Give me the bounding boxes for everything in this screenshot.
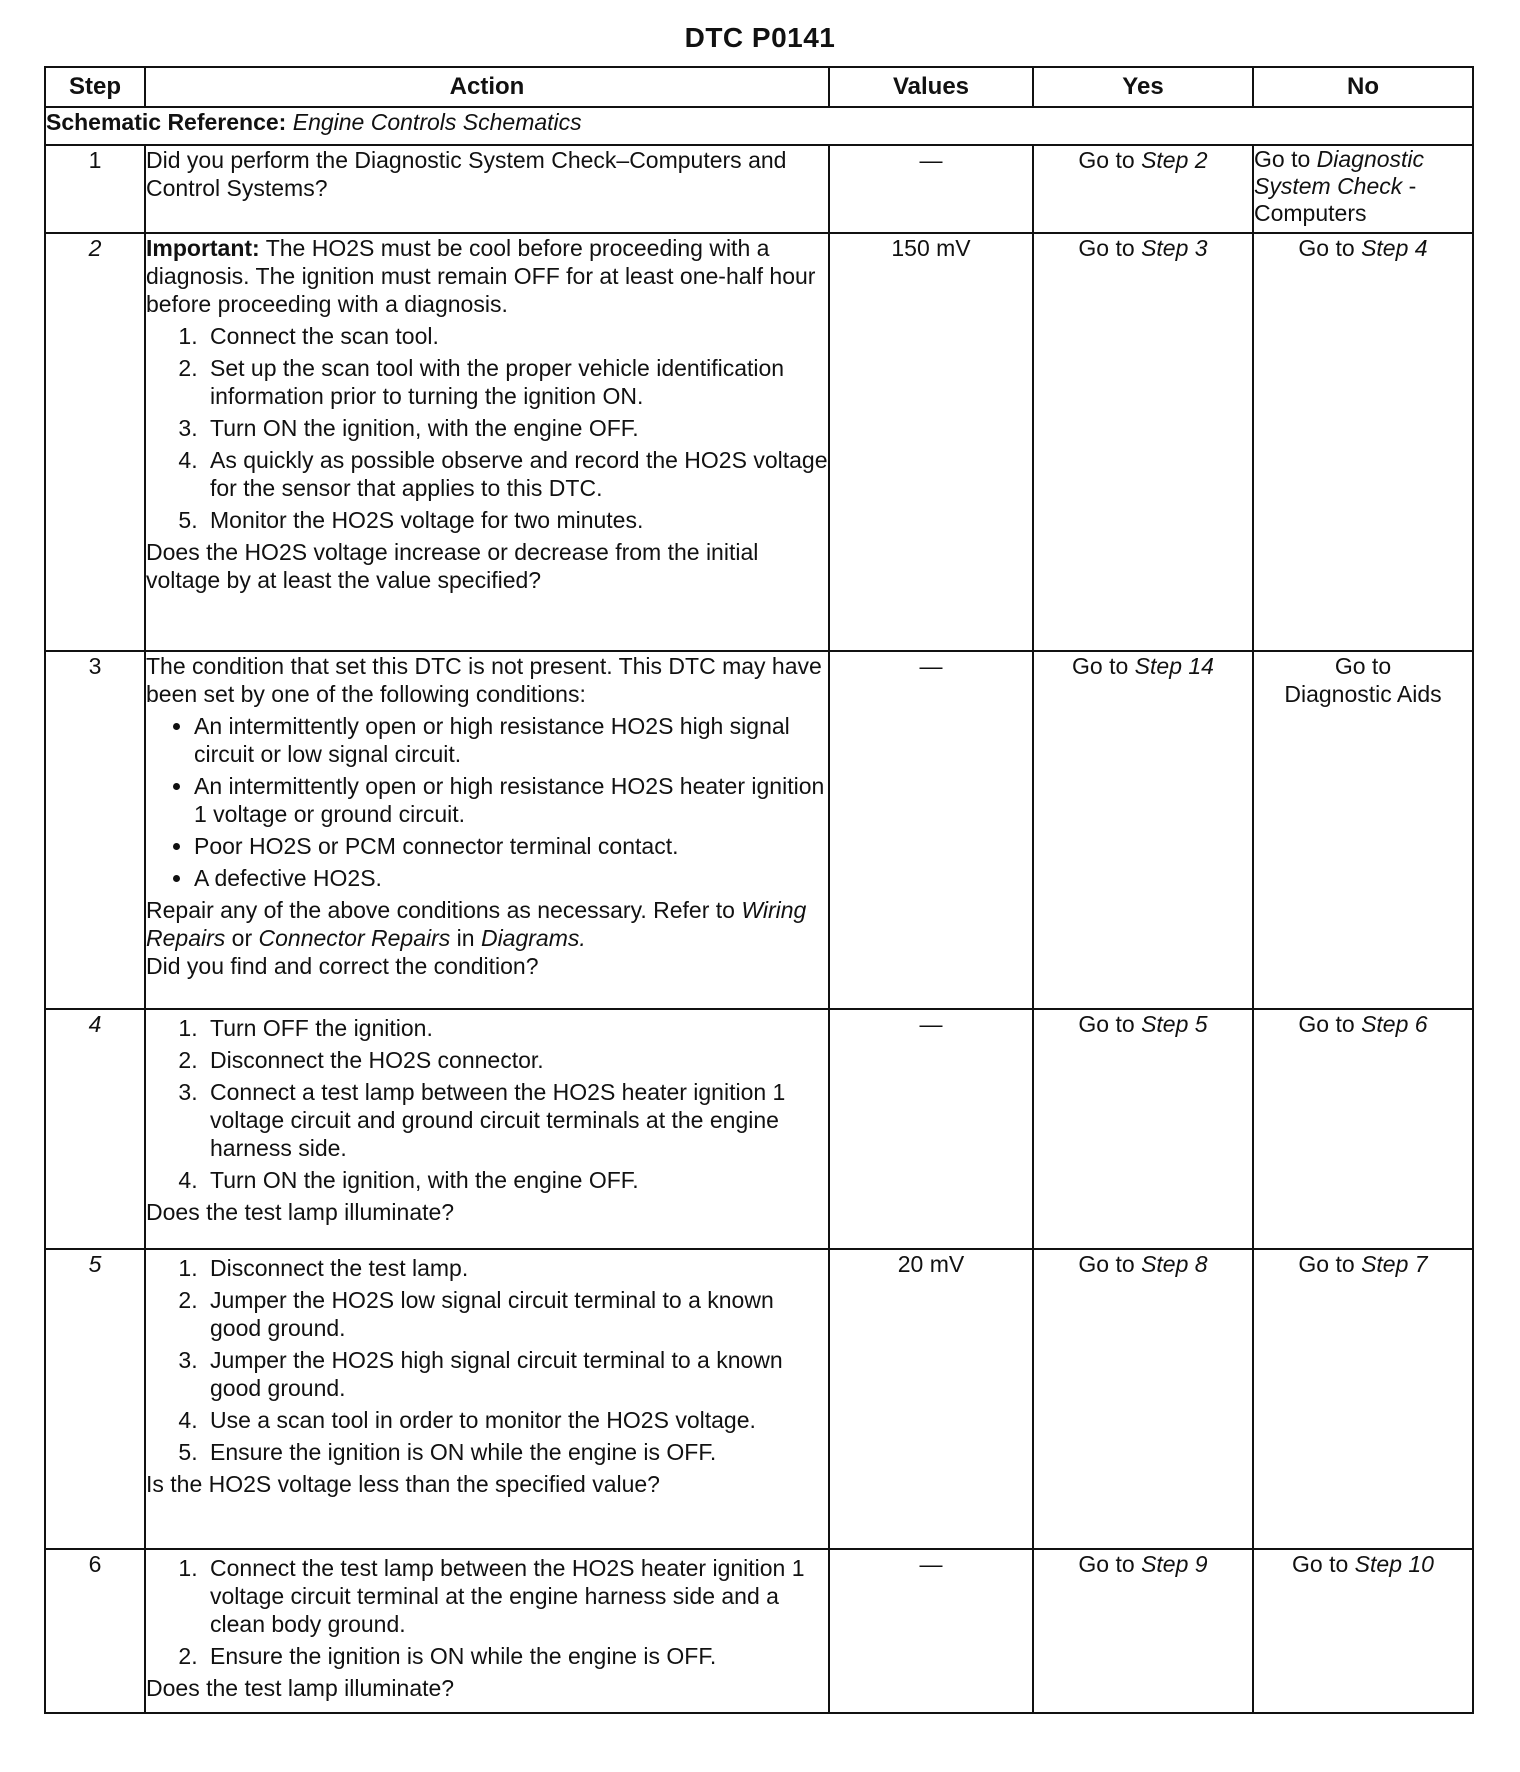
or-text: or xyxy=(231,925,253,951)
instruction-list xyxy=(146,322,828,534)
action-cell xyxy=(145,1249,829,1549)
value-cell: — xyxy=(829,1009,1033,1249)
action-cell xyxy=(145,651,829,1009)
instruction-list xyxy=(146,1014,828,1194)
step-number: 5 xyxy=(45,1249,145,1549)
no-cell[interactable] xyxy=(1253,145,1473,233)
question-text: Did you perform the Diagnostic System Check–Computers and Control Systems? xyxy=(146,147,787,201)
no-cell[interactable] xyxy=(1253,233,1473,651)
go-to-label: Go to xyxy=(1298,1251,1355,1277)
no-target[interactable]: Step 10 xyxy=(1354,1551,1434,1577)
go-to-label: Go to xyxy=(1298,235,1355,261)
list-item: 5. Monitor the HO2S voltage for two minutes. xyxy=(204,506,828,534)
no-target-suffix: - Computers xyxy=(1254,173,1417,226)
no-cell[interactable] xyxy=(1253,651,1473,1009)
yes-cell[interactable] xyxy=(1033,145,1253,233)
connector-repairs-link[interactable]: Connector Repairs xyxy=(258,925,451,951)
value-cell: 150 mV xyxy=(829,233,1033,651)
list-item: 2. Disconnect the HO2S connector. xyxy=(204,1046,828,1074)
table-row-step-1 xyxy=(45,145,1473,233)
step-number: 6 xyxy=(45,1549,145,1713)
important-note xyxy=(146,234,828,318)
step-number: 4 xyxy=(45,1009,145,1249)
action-cell xyxy=(145,1009,829,1249)
page-title: DTC P0141 xyxy=(684,22,836,53)
table-row-step-2 xyxy=(45,233,1473,651)
list-item: 2. Ensure the ignition is ON while the engine is OFF. xyxy=(204,1642,828,1670)
repair-note xyxy=(146,896,828,952)
list-item: • A defective HO2S. xyxy=(194,864,828,892)
list-item: 1. Connect the test lamp between the HO2S heater ignition 1 voltage circuit terminal at the engine harness side and a clean body ground. xyxy=(204,1554,828,1638)
condition-list xyxy=(146,712,828,892)
go-to-label: Go to xyxy=(1078,1551,1135,1577)
table-row-step-5 xyxy=(45,1249,1473,1549)
list-item: • Poor HO2S or PCM connector terminal contact. xyxy=(194,832,828,860)
list-item: 5. Ensure the ignition is ON while the engine is OFF. xyxy=(204,1438,828,1466)
go-to-label: Go to xyxy=(1078,235,1135,261)
important-text: The HO2S must be cool before proceeding with a diagnosis. The ignition must remain OFF for at least one-half hour before proceeding with a diagnosis. xyxy=(146,235,816,317)
action-cell xyxy=(145,145,829,233)
diagrams-link[interactable]: Diagrams. xyxy=(480,925,586,951)
yes-target[interactable]: Step 2 xyxy=(1141,147,1208,173)
list-item: 3. Connect a test lamp between the HO2S heater ignition 1 voltage circuit and ground circuit terminals at the engine harness side. xyxy=(204,1078,828,1162)
value-cell: 20 mV xyxy=(829,1249,1033,1549)
go-to-label: Go to xyxy=(1292,1551,1349,1577)
yes-target[interactable]: Step 14 xyxy=(1134,653,1214,679)
no-target[interactable]: Diagnostic Aids xyxy=(1284,681,1442,707)
list-item: 2. Jumper the HO2S low signal circuit terminal to a known good ground. xyxy=(204,1286,828,1342)
list-item: • An intermittently open or high resistance HO2S heater ignition 1 voltage or ground circuit. xyxy=(194,772,828,828)
instruction-list xyxy=(146,1554,828,1670)
header-yes: Yes xyxy=(1033,67,1253,107)
no-target[interactable]: Diagnostic System Check xyxy=(1254,146,1425,199)
action-cell xyxy=(145,1549,829,1713)
table-row-step-3 xyxy=(45,651,1473,1009)
schematic-label: Schematic Reference: xyxy=(46,109,287,135)
action-cell xyxy=(145,233,829,651)
value-cell: — xyxy=(829,1549,1033,1713)
go-to-label: Go to xyxy=(1078,1251,1135,1277)
question-text: Does the HO2S voltage increase or decrease from the initial voltage by at least the value specified? xyxy=(146,539,759,593)
list-item: 2. Set up the scan tool with the proper vehicle identification information prior to turning the ignition ON. xyxy=(204,354,828,410)
wiring-repairs-link[interactable]: Wiring Repairs xyxy=(146,897,807,951)
step-number: 3 xyxy=(45,651,145,1009)
intro-text: The condition that set this DTC is not present. This DTC may have been set by one of the following conditions: xyxy=(146,653,822,707)
no-target[interactable]: Step 6 xyxy=(1361,1011,1428,1037)
header-values: Values xyxy=(829,67,1033,107)
in-text: in xyxy=(456,925,475,951)
yes-cell[interactable] xyxy=(1033,651,1253,1009)
list-item: 4. Turn ON the ignition, with the engine OFF. xyxy=(204,1166,828,1194)
go-to-label: Go to xyxy=(1254,146,1311,172)
yes-cell[interactable] xyxy=(1033,1549,1253,1713)
yes-target[interactable]: Step 3 xyxy=(1141,235,1208,261)
yes-target[interactable]: Step 9 xyxy=(1141,1551,1208,1577)
yes-target[interactable]: Step 5 xyxy=(1141,1011,1208,1037)
no-target[interactable]: Step 4 xyxy=(1361,235,1428,261)
step-number: 2 xyxy=(45,233,145,651)
question-text: Did you find and correct the condition? xyxy=(146,953,539,979)
value-cell: — xyxy=(829,651,1033,1009)
header-no: No xyxy=(1253,67,1473,107)
no-cell[interactable] xyxy=(1253,1549,1473,1713)
question-text: Does the test lamp illuminate? xyxy=(146,1199,455,1225)
table-row-step-4 xyxy=(45,1009,1473,1249)
no-cell[interactable] xyxy=(1253,1249,1473,1549)
step-number: 1 xyxy=(45,145,145,233)
important-label: Important: xyxy=(146,235,260,261)
list-item: • An intermittently open or high resistance HO2S high signal circuit or low signal circuit. xyxy=(194,712,828,768)
go-to-label: Go to xyxy=(1078,1011,1135,1037)
go-to-label: Go to xyxy=(1334,653,1392,679)
go-to-label: Go to xyxy=(1298,1011,1355,1037)
header-action: Action xyxy=(145,67,829,107)
table-row-step-6 xyxy=(45,1549,1473,1713)
schematic-reference-row xyxy=(45,107,1473,145)
list-item: 3. Turn ON the ignition, with the engine OFF. xyxy=(204,414,828,442)
question-text: Does the test lamp illuminate? xyxy=(146,1675,455,1701)
yes-cell[interactable] xyxy=(1033,1009,1253,1249)
schematic-link[interactable]: Engine Controls Schematics xyxy=(292,109,582,135)
yes-cell[interactable] xyxy=(1033,1249,1253,1549)
repair-text: Repair any of the above conditions as necessary. Refer to xyxy=(146,897,735,923)
list-item: 4. Use a scan tool in order to monitor the HO2S voltage. xyxy=(204,1406,828,1434)
table-header-row xyxy=(45,67,1473,107)
list-item: 1. Turn OFF the ignition. xyxy=(204,1014,828,1042)
diagnostic-table xyxy=(44,66,1474,1714)
list-item: 3. Jumper the HO2S high signal circuit terminal to a known good ground. xyxy=(204,1346,828,1402)
no-target[interactable]: Step 7 xyxy=(1361,1251,1428,1277)
no-cell[interactable] xyxy=(1253,1009,1473,1249)
question-text: Is the HO2S voltage less than the specified value? xyxy=(146,1471,660,1497)
instruction-list xyxy=(146,1254,828,1466)
yes-cell[interactable] xyxy=(1033,233,1253,651)
list-item: 4. As quickly as possible observe and record the HO2S voltage for the sensor that applies to this DTC. xyxy=(204,446,828,502)
list-item: 1. Connect the scan tool. xyxy=(204,322,828,350)
yes-target[interactable]: Step 8 xyxy=(1141,1251,1208,1277)
go-to-label: Go to xyxy=(1072,653,1129,679)
go-to-label: Go to xyxy=(1078,147,1135,173)
value-cell: — xyxy=(829,145,1033,233)
header-step: Step xyxy=(45,67,145,107)
list-item: 1. Disconnect the test lamp. xyxy=(204,1254,828,1282)
